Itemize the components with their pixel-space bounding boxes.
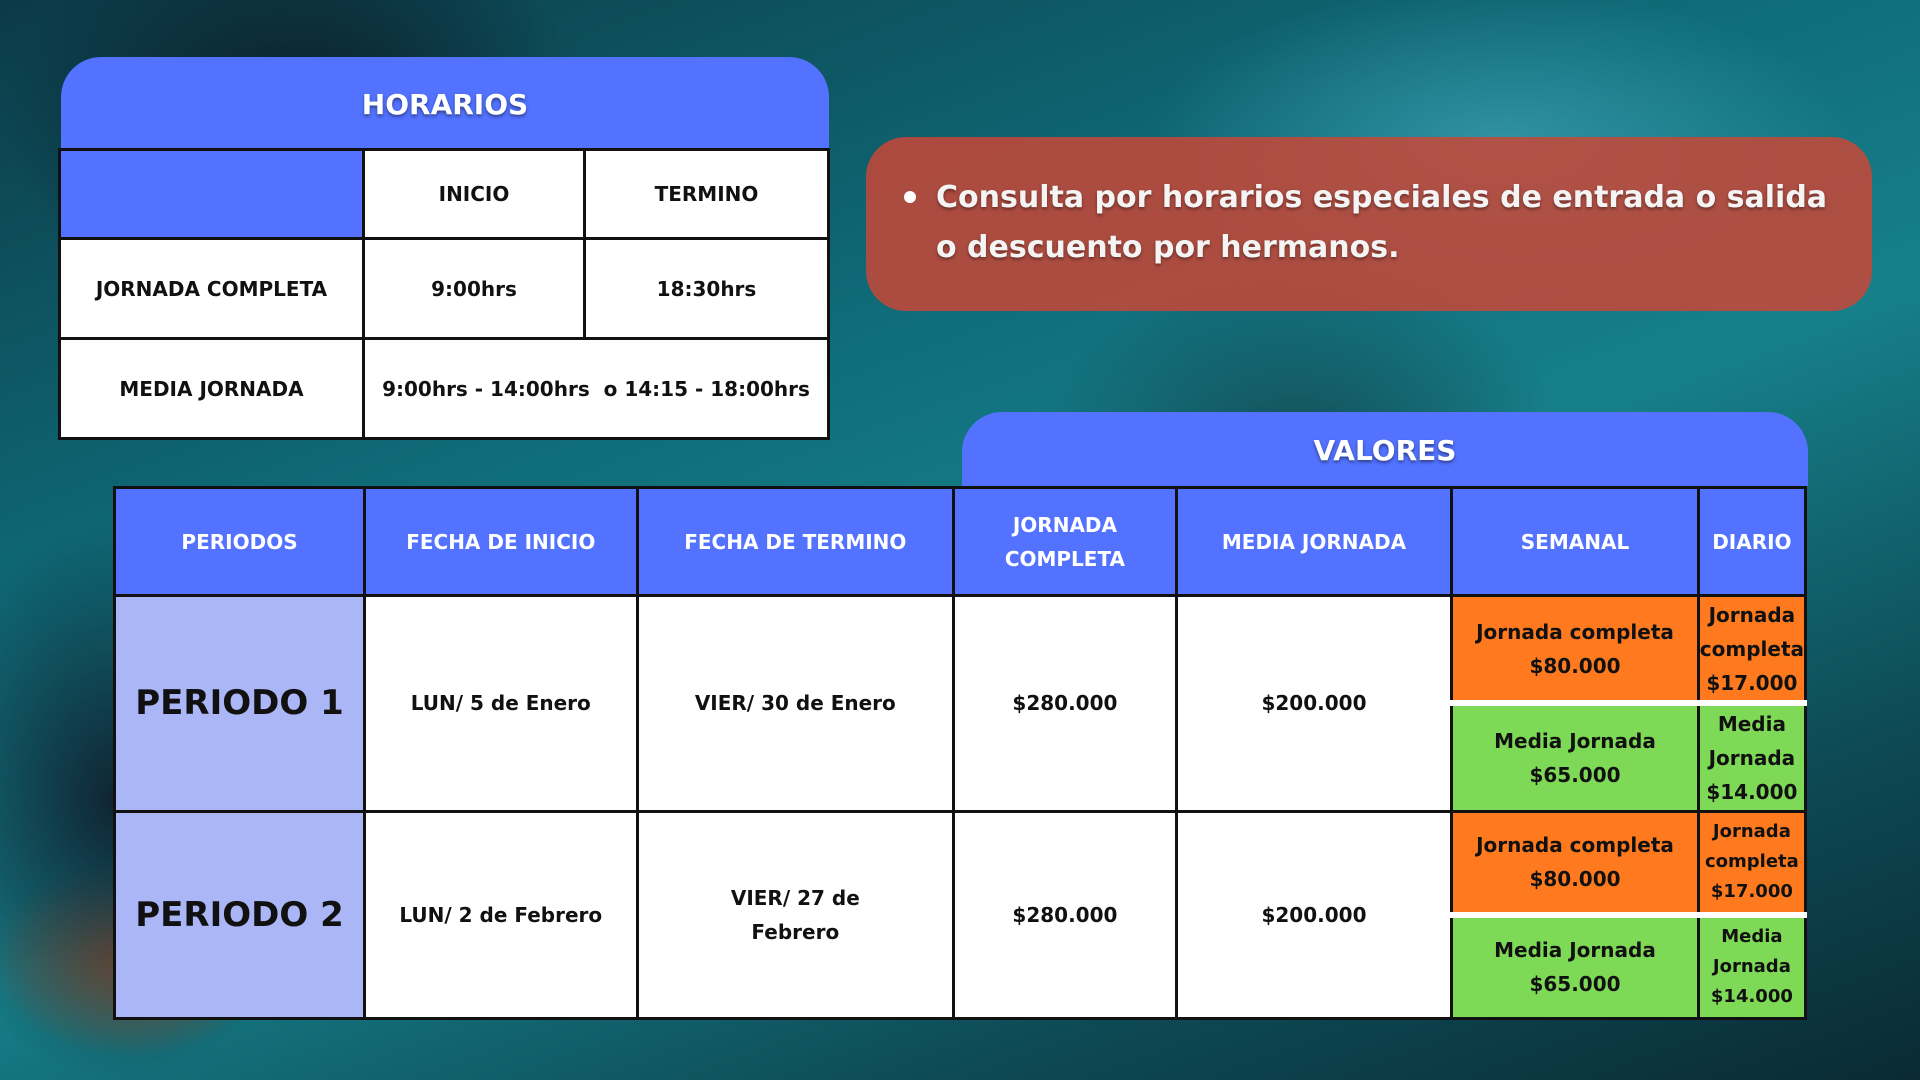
semanal-half-label: Media Jornada	[1494, 729, 1656, 754]
diario-half-label: Media Jornada	[1712, 926, 1791, 978]
price-media-jornada: $200.000	[1176, 811, 1452, 1018]
valores-title	[962, 412, 1808, 486]
header-media-jornada: MEDIA JORNADA	[1176, 488, 1452, 596]
horarios-corner-cell	[60, 150, 364, 239]
semanal-half-cell	[1452, 915, 1699, 1019]
horarios-title-text: HORARIOS	[361, 88, 529, 121]
horarios-termino-value: 18:30hrs	[585, 239, 829, 339]
price-media-jornada: $200.000	[1176, 596, 1452, 811]
valores-title-text: VALORES	[1313, 434, 1457, 467]
bullet-icon	[904, 191, 916, 203]
horarios-inicio-value: 9:00hrs	[364, 239, 585, 339]
horarios-header-inicio: INICIO	[364, 150, 585, 239]
diario-full-price: $17.000	[1706, 670, 1798, 695]
semanal-full-label: Jornada completa	[1476, 619, 1674, 644]
semanal-full-price: $80.000	[1529, 867, 1621, 892]
diario-half-cell	[1698, 703, 1805, 811]
header-jornada-completa: JORNADA COMPLETA	[954, 488, 1177, 596]
header-semanal: SEMANAL	[1452, 488, 1699, 596]
horarios-row-label: JORNADA COMPLETA	[60, 239, 364, 339]
semanal-full-price: $80.000	[1529, 653, 1621, 678]
horarios-row-label: MEDIA JORNADA	[60, 339, 364, 439]
semanal-half-price: $65.000	[1529, 972, 1621, 997]
horarios-header-termino: TERMINO	[585, 150, 829, 239]
diario-full-label: Jornada completa	[1699, 602, 1804, 661]
diario-half-label: Media Jornada	[1708, 712, 1796, 771]
horarios-table	[58, 148, 830, 440]
horarios-title	[61, 57, 829, 148]
semanal-half-cell	[1452, 703, 1699, 811]
valores-table	[113, 486, 1807, 1020]
header-fecha-termino: FECHA DE TERMINO	[637, 488, 954, 596]
diario-full-cell	[1698, 596, 1805, 704]
diario-half-price: $14.000	[1706, 780, 1798, 805]
semanal-half-price: $65.000	[1529, 763, 1621, 788]
horarios-range-value: 9:00hrs - 14:00hrs o 14:15 - 18:00hrs	[364, 339, 829, 439]
fecha-termino: VIER/ 30 de Enero	[637, 596, 954, 811]
diario-full-label: Jornada completa	[1704, 821, 1799, 873]
semanal-full-cell	[1452, 811, 1699, 915]
diario-full-price: $17.000	[1710, 881, 1793, 903]
fecha-inicio: LUN/ 2 de Febrero	[365, 811, 637, 1018]
diario-half-price: $14.000	[1710, 986, 1793, 1008]
period-name: PERIODO 2	[115, 811, 365, 1018]
fecha-inicio: LUN/ 5 de Enero	[365, 596, 637, 811]
price-jornada-completa: $280.000	[954, 596, 1177, 811]
semanal-full-cell	[1452, 596, 1699, 704]
semanal-full-label: Jornada completa	[1476, 833, 1674, 858]
diario-full-cell	[1698, 811, 1805, 915]
price-jornada-completa: $280.000	[954, 811, 1177, 1018]
info-note	[866, 137, 1872, 311]
semanal-half-label: Media Jornada	[1494, 938, 1656, 963]
period-name: PERIODO 1	[115, 596, 365, 811]
header-fecha-inicio: FECHA DE INICIO	[365, 488, 637, 596]
diario-half-cell	[1698, 915, 1805, 1019]
info-note-text: Consulta por horarios especiales de entrada o salida o descuento por hermanos.	[936, 180, 1828, 265]
header-diario: DIARIO	[1698, 488, 1805, 596]
header-periodos: PERIODOS	[115, 488, 365, 596]
fecha-termino: VIER/ 27 de Febrero	[637, 811, 954, 1018]
